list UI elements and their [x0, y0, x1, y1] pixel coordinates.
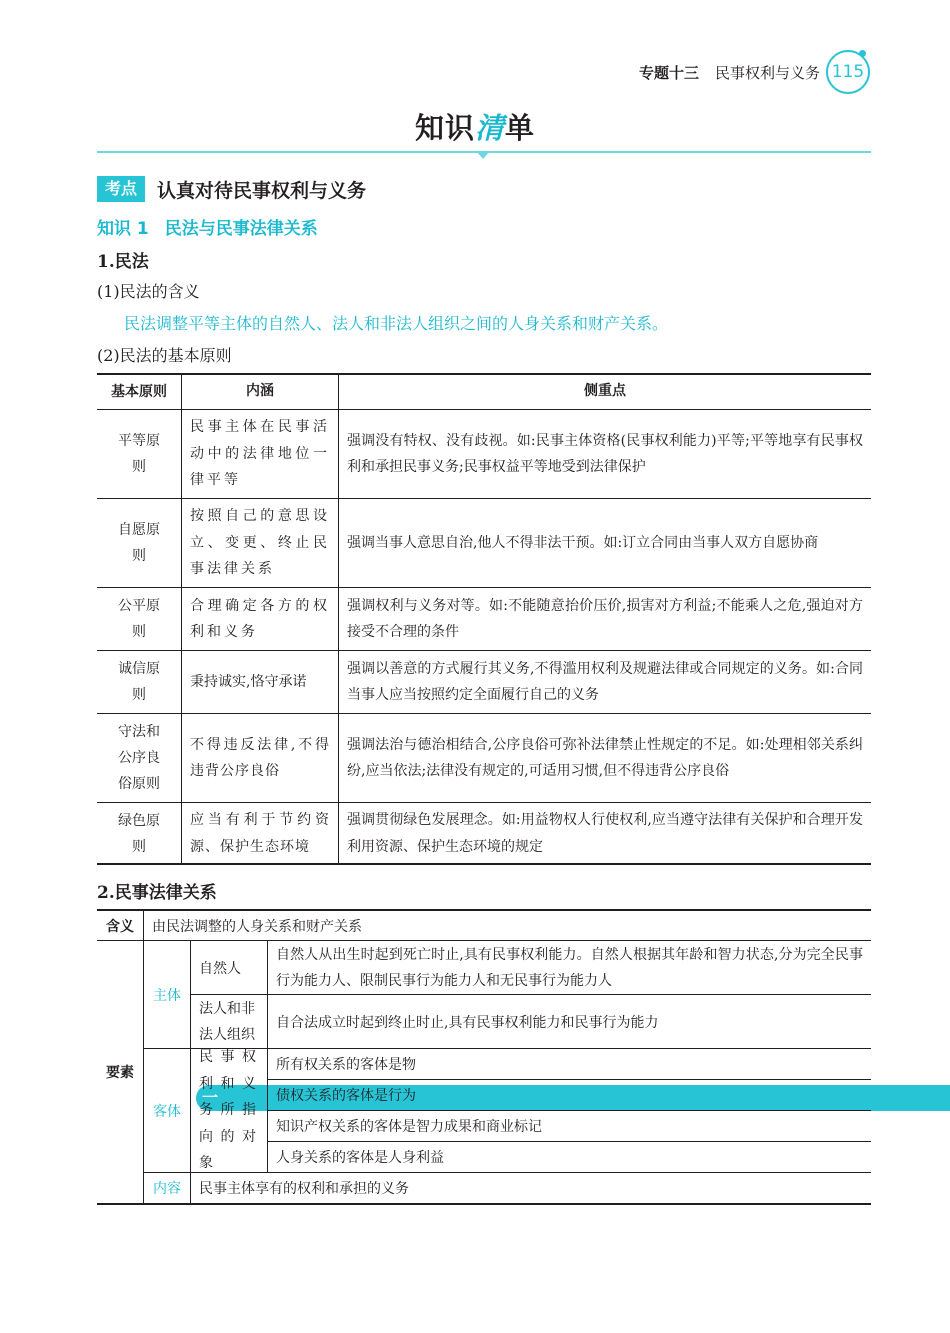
table1-bottom-rule: [97, 863, 871, 865]
principle-meaning: 合理确定各方的权利和义务: [182, 588, 339, 651]
table-row: [97, 588, 871, 651]
object-item: 所有权关系的客体是物: [276, 1057, 416, 1073]
chapter-label: 专题十三: [638, 64, 699, 82]
civil-relation-table: [97, 909, 871, 1205]
table1-header: 侧重点: [339, 374, 872, 410]
banner-text-2: 单: [505, 111, 536, 145]
topic-title: 认真对待民事权利与义务: [157, 179, 367, 202]
principle-focus: 强调权利与义务对等。如:不能随意抬价压价,损害对方利益;不能乘人之危,强迫对方接受不合理的条件: [339, 588, 872, 651]
object-item: 人身关系的客体是人身利益: [276, 1150, 444, 1166]
divider-notch: [476, 151, 490, 159]
page-number: 115: [826, 50, 870, 94]
subheading-meaning: (1)民法的含义: [97, 282, 200, 301]
section-banner: [0, 106, 950, 147]
knowledge-title: 民法与民事法律关系: [164, 219, 318, 239]
table-row: [97, 803, 871, 865]
section-heading-1: 1.民法: [97, 252, 149, 272]
table1-header: 内涵: [182, 374, 339, 410]
object-label: 客体: [153, 1103, 181, 1120]
table-row: [97, 714, 871, 803]
knowledge-heading: [97, 214, 318, 239]
section-heading-2: 2.民事法律关系: [97, 883, 217, 903]
legal-person-text: 自合法成立时起到终止时止,具有民事权利能力和民事行为能力: [276, 1014, 659, 1031]
knowledge-label: 知识 1: [97, 219, 149, 239]
principle-focus: 强调法治与德治相结合,公序良俗可弥补法律禁止性规定的不足。如:处理相邻关系纠纷,应当依法;法律没有规定的,可适用习惯,但不得违背公序良俗: [339, 714, 872, 803]
civil-law-definition: 民法调整平等主体的自然人、法人和非法人组织之间的人身关系和财产关系。: [124, 314, 669, 333]
principle-meaning: 秉持诚实,恪守承诺: [182, 651, 339, 714]
principle-name: 绿色原则: [97, 803, 182, 865]
definition-label: 含义: [106, 918, 134, 935]
banner-text-1: 知识: [414, 111, 475, 145]
principles-table: [97, 374, 871, 865]
principle-focus: 强调没有特权、没有歧视。如:民事主体资格(民事权利能力)平等;平等地享有民事权利和承担民事义务;民事权益平等地受到法律保护: [347, 432, 863, 475]
topic-tag-number: 一: [196, 1085, 950, 1111]
natural-person-label: 自然人: [199, 960, 241, 977]
definition-text: 由民法调整的人身关系和财产关系: [152, 918, 362, 935]
page-dot-decoration: [859, 50, 866, 57]
principle-name: 守法和公序良俗原则: [97, 714, 182, 803]
table-row: [97, 410, 871, 499]
table1-header: 基本原则: [97, 374, 182, 410]
principle-name: 自愿原则: [97, 499, 182, 588]
elements-label: 要素: [106, 1065, 134, 1081]
content-label: 内容: [153, 1181, 181, 1197]
natural-person-text: 自然人从出生时起到死亡时止,具有民事权利能力。自然人根据其年龄和智力状态,分为完全民事行为能力人、限制民事行为能力人和无民事行为能力人: [276, 946, 863, 989]
subject-label: 主体: [153, 987, 181, 1004]
principle-focus: 强调贯彻绿色发展理念。如:用益物权人行使权利,应当遵守法律有关保护和合理开发利用资源、保护生态环境的规定: [339, 803, 872, 865]
object-item: 知识产权关系的客体是智力成果和商业标记: [276, 1119, 542, 1135]
principle-name: 平等原则: [97, 410, 182, 499]
principle-meaning: 按照自己的意思设立、变更、终止民事法律关系: [182, 499, 339, 588]
principle-meaning: 民事主体在民事活动中的法律地位一律平等: [182, 410, 339, 499]
principle-focus: 强调以善意的方式履行其义务,不得滥用权利及规避法律或合同规定的义务。如:合同当事人应当按照约定全面履行自己的义务: [339, 651, 872, 714]
table-row: [97, 651, 871, 714]
topic-tag-label: 考点: [97, 176, 145, 202]
principle-meaning: 不得违反法律,不得违背公序良俗: [182, 714, 339, 803]
content-text: 民事主体享有的权利和承担的义务: [199, 1181, 409, 1197]
principle-name: 公平原则: [97, 588, 182, 651]
table2-bottom-rule: [97, 1203, 871, 1205]
principle-focus: 强调当事人意思自治,他人不得非法干预。如:订立合同由当事人双方自愿协商: [339, 499, 872, 588]
running-header: [639, 62, 820, 83]
chapter-title: 民事权利与义务: [714, 64, 820, 82]
banner-highlight: 清: [474, 111, 505, 145]
legal-person-label: 法人和非法人组织: [199, 1000, 255, 1043]
principle-name: 诚信原则: [97, 651, 182, 714]
object-item: 债权关系的客体是行为: [276, 1088, 416, 1104]
subheading-principles: (2)民法的基本原则: [97, 346, 232, 365]
table-row: [97, 499, 871, 588]
principle-meaning: 应当有利于节约资源、保护生态环境: [182, 803, 339, 865]
object-description: 民事权利和义务所指向的对象: [199, 1049, 259, 1172]
